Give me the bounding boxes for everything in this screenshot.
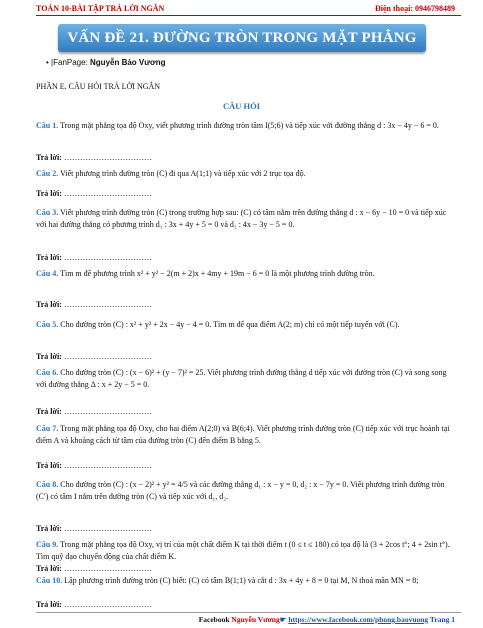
question-text: Lập phương trình đường tròn (C) biết: (C) có tâm B(1;1) và cắt d : 3x + 4y + 8 = 0 tại M, N thoả mãn MN = 8; [64,576,419,585]
question-number: Câu 8. [36,480,59,489]
question-text: Trong mặt phẳng tọa độ Oxy, vị trí của một chất điểm K tại thời điểm t (0 ≤ t ≤ 180) có tọa độ là (3 + 2cos t°; 4 + 2sin t°). Tìm quỹ đạo chuyển động của chất điểm K. [36,540,450,561]
header-divider [36,15,461,16]
question-1 [36,120,456,132]
question-number: Câu 3. [36,208,59,217]
banner-title: VẤN ĐỀ 21. ĐƯỜNG TRÒN TRONG MẶT PHẲNG [67,30,417,46]
section-heading: CÂU HỎI [222,101,261,111]
answer-line-10: Trả lời: …………………………… [36,600,152,609]
question-text: Trong mặt phẳng tọa độ Oxy, cho hai điểm A(2;0) và B(6;4). Viết phương trình đường tròn (C) tiếp xúc với trục hoành tại điểm A và khoảng cách từ tâm của đường tròn (C) đến điểm B bằng 5. [36,424,450,445]
question-number: Câu 6. [36,368,59,377]
header-title: TOÁN 10-BÀI TẬP TRẢ LỜI NGẮN [36,4,165,13]
page-header [0,0,483,20]
answer-line-9: Trả lời: …………………………… [36,564,152,573]
question-number: Câu 4. [36,269,59,278]
question-text: Trong mặt phẳng tọa độ Oxy, viết phương trình đường tròn tâm I(5;6) và tiếp xúc với đường thẳng d : 3x − 4y − 6 = 0. [60,121,439,130]
question-3 [36,207,456,231]
question-number: Câu 7. [36,424,59,433]
question-text: Viết phương trình đường tròn (C) trong trường hợp sau: (C) có tâm nằm trên đường thẳng d : x − 6y − 10 = 0 và tiếp xúc với hai đường thẳng có phương trình d₁ : 3x + 4y + 5 = 0 và d₂ : 4x − 3y − 5 = 0. [36,208,447,229]
answer-line-1: Trả lời: …………………………… [36,153,152,162]
fanpage-line [46,58,166,67]
answer-line-6: Trả lời: …………………………… [36,407,152,416]
question-text: Cho đường tròn (C) : x² + y² + 2x − 4y − 4 = 0. Tìm m để qua điểm A(2; m) chỉ có một tiếp tuyến với (C). [60,320,400,329]
question-2 [36,168,456,180]
question-number: Câu 2. [36,169,59,178]
answer-line-8: Trả lời: …………………………… [36,524,152,533]
answer-line-7: Trả lời: …………………………… [36,461,152,470]
question-4 [36,268,456,280]
question-6 [36,367,456,391]
question-text: Cho đường tròn (C) : (x − 6)² + (y − 7)² = 25. Viết phương trình đường thẳng d tiếp xúc với đường tròn (C) và song song với đường thẳng Δ : x + 2y − 5 = 0. [36,368,447,389]
footer-facebook: Facebook [198,615,232,624]
page-footer [199,615,455,624]
question-8 [36,479,456,503]
fanpage-prefix: • |FanPage: [46,58,91,67]
part-heading: PHẦN E. CÂU HỎI TRẢ LỜI NGẮN [36,82,161,91]
chapter-banner [58,24,426,52]
pointer-icon: ☛ [279,615,289,624]
question-7 [36,423,456,447]
question-text: Cho đường tròn (C) : (x − 2)² + y² = 4/5 và các đường thẳng d₁ : x − y = 0, d₂ : x − 7y = 0. Viết phương trình đường tròn (C′) có tâm I nằm trên đường tròn (C) và tiếp xúc với d₁, d₂. [36,480,445,501]
answer-line-5: Trả lời: …………………………… [36,352,152,361]
footer-link[interactable]: https://www.facebook.com/phong.baovuong [288,615,429,624]
question-10 [36,575,456,587]
page-number: Trang 1 [429,615,455,624]
question-number: Câu 5. [36,320,59,329]
footer-author: Nguyễn Vương [231,615,280,624]
fanpage-name[interactable]: Nguyễn Bảo Vương [90,58,166,67]
answer-line-2: Trả lời: …………………………… [36,189,152,198]
header-phone: Điện thoại: 0946798489 [375,4,455,13]
question-5 [36,319,456,331]
question-9 [36,539,456,563]
question-number: Câu 1. [36,121,59,130]
footer-divider [36,612,461,613]
question-number: Câu 10. [36,576,63,585]
question-number: Câu 9. [36,540,59,549]
question-text: Viết phương trình đường tròn (C) đi qua A(1;1) và tiếp xúc với 2 trục tọa độ. [60,169,306,178]
question-text: Tìm m để phương trình x² + y² − 2(m + 2)x + 4my + 19m − 6 = 0 là một phương trình đường tròn. [60,269,375,278]
answer-line-4: Trả lời: …………………………… [36,300,152,309]
answer-line-3: Trả lời: …………………………… [36,253,152,262]
